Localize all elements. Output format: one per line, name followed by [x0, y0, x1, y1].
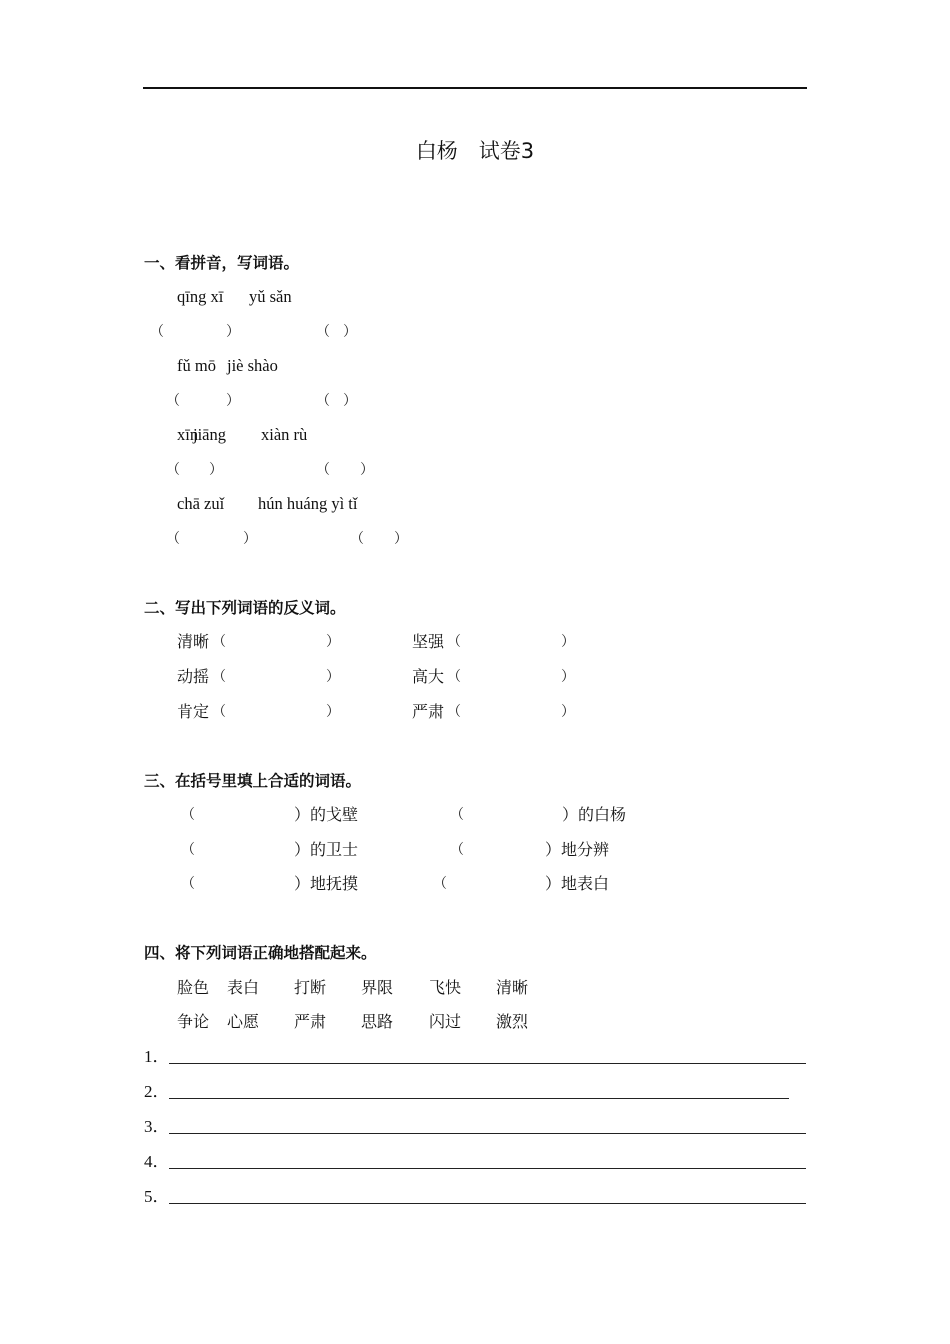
answer-paren-open: （ — [181, 876, 195, 892]
answer-paren-close: ） — [360, 462, 374, 478]
answer-paren-open: （ — [316, 393, 330, 409]
fill-phrase: ）地表白 — [545, 874, 610, 893]
antonym-word: 坚强 — [412, 632, 445, 651]
answer-paren-open: （ — [166, 531, 180, 547]
answer-paren-close: ） — [561, 634, 575, 650]
answer-paren-open: （ — [316, 324, 330, 340]
match-word: 界限 — [361, 978, 394, 997]
fill-phrase: ）的卫士 — [294, 840, 359, 859]
pinyin-hun-huang-yi-ti: hún huáng yì tǐ — [258, 494, 358, 513]
antonym-word: 动摇 — [177, 667, 210, 686]
answer-paren-close: ） — [243, 531, 257, 547]
answer-line-number: 4． — [144, 1152, 170, 1171]
match-word: 思路 — [361, 1012, 394, 1031]
page-title: 白杨 试卷3 — [415, 139, 535, 163]
section-2-heading: 二、写出下列词语的反义词。 — [144, 599, 346, 617]
answer-paren-open: （ — [450, 807, 464, 823]
answer-paren-open: （ — [350, 531, 364, 547]
answer-paren-close: ） — [343, 393, 357, 409]
answer-paren-open: （ — [212, 669, 226, 685]
match-word: 飞快 — [429, 978, 462, 997]
answer-paren-open: （ — [181, 842, 195, 858]
answer-paren-close: ） — [209, 462, 223, 478]
match-word: 严肃 — [294, 1012, 327, 1031]
answer-paren-open: （ — [433, 876, 447, 892]
answer-paren-open: （ — [447, 704, 461, 720]
answer-paren-close: ） — [561, 669, 575, 685]
answer-paren-open: （ — [316, 462, 330, 478]
answer-paren-close: ） — [394, 531, 408, 547]
answer-paren-open: （ — [166, 462, 180, 478]
match-word: 闪过 — [429, 1012, 462, 1031]
answer-paren-open: （ — [212, 704, 226, 720]
fill-phrase: ）的戈壁 — [294, 805, 359, 824]
answer-line — [169, 1063, 806, 1064]
answer-paren-open: （ — [166, 393, 180, 409]
answer-paren-close: ） — [326, 704, 340, 720]
pinyin-xin: xīn — [177, 425, 199, 444]
answer-line — [169, 1203, 806, 1204]
section-1-heading: 一、看拼音，写词语。 — [144, 254, 300, 272]
answer-paren-close: ） — [326, 669, 340, 685]
match-word: 心愿 — [227, 1012, 260, 1031]
fill-phrase: ）的白杨 — [562, 805, 627, 824]
match-word: 激烈 — [496, 1012, 529, 1031]
fill-phrase: ）地抚摸 — [294, 874, 359, 893]
answer-paren-close: ） — [343, 324, 357, 340]
antonym-word: 高大 — [412, 667, 445, 686]
answer-paren-close: ） — [226, 324, 240, 340]
pinyin-fu-mo: fǔ mō — [177, 356, 216, 375]
answer-line — [169, 1133, 806, 1134]
match-word: 脸色 — [177, 978, 210, 997]
answer-line-number: 5． — [144, 1187, 170, 1206]
top-rule — [143, 87, 807, 89]
answer-paren-open: （ — [181, 807, 195, 823]
answer-line — [169, 1098, 789, 1099]
answer-line-number: 2． — [144, 1082, 170, 1101]
answer-paren-close: ） — [226, 393, 240, 409]
answer-paren-open: （ — [450, 842, 464, 858]
antonym-word: 肯定 — [177, 702, 210, 721]
section-4-heading: 四、将下列词语正确地搭配起来。 — [144, 944, 377, 962]
answer-line — [169, 1168, 806, 1169]
section-3-heading: 三、在括号里填上合适的词语。 — [144, 772, 362, 790]
pinyin-qing-xi: qīng xī — [177, 287, 224, 306]
pinyin-jiang: jiāng — [193, 425, 226, 444]
antonym-word: 清晰 — [177, 632, 210, 651]
answer-paren-open: （ — [150, 324, 164, 340]
pinyin-jie-shao: jiè shào — [227, 356, 278, 375]
answer-paren-open: （ — [447, 669, 461, 685]
match-word: 表白 — [227, 978, 260, 997]
answer-paren-open: （ — [447, 634, 461, 650]
pinyin-yu-san: yǔ sǎn — [249, 287, 292, 306]
answer-paren-open: （ — [212, 634, 226, 650]
match-word: 打断 — [294, 978, 327, 997]
answer-line-number: 1． — [144, 1047, 170, 1066]
answer-line-number: 3． — [144, 1117, 170, 1136]
pinyin-cha-zui: chā zuǐ — [177, 494, 225, 513]
antonym-word: 严肃 — [412, 702, 445, 721]
match-word: 清晰 — [496, 978, 529, 997]
answer-paren-close: ） — [326, 634, 340, 650]
answer-paren-close: ） — [561, 704, 575, 720]
match-word: 争论 — [177, 1012, 210, 1031]
pinyin-xian-ru: xiàn rù — [261, 425, 308, 444]
fill-phrase: ）地分辨 — [545, 840, 610, 859]
